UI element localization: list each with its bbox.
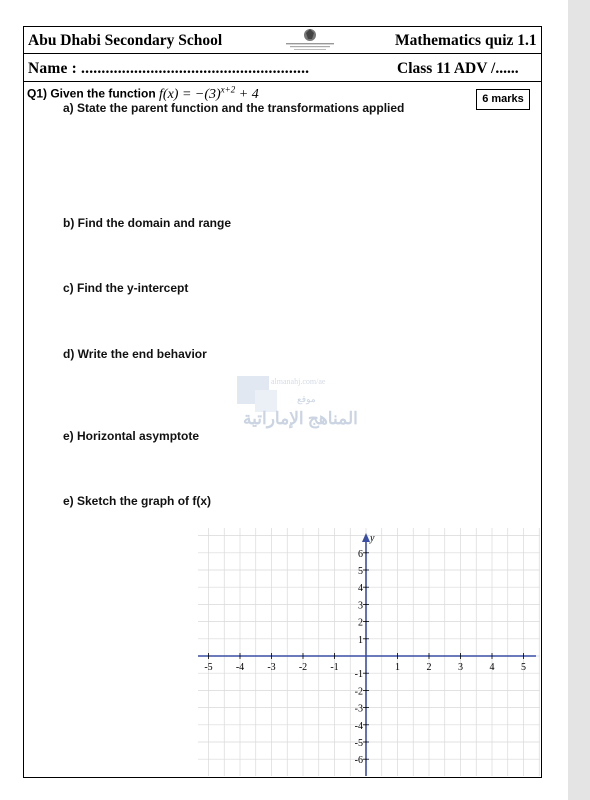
x-tick-label: -5: [204, 662, 213, 673]
function-exponent: x+2: [220, 84, 236, 94]
x-tick-label: 4: [489, 662, 495, 673]
y-tick-label: -6: [354, 755, 363, 767]
part-b-prompt: b) Find the domain and range: [63, 216, 231, 230]
y-tick-label: 3: [358, 600, 363, 612]
function-expression: [159, 84, 259, 102]
x-tick-label: -4: [235, 662, 245, 673]
part-e-sketch-prompt: e) Sketch the graph of f(x): [63, 494, 212, 508]
part-a-prompt: a) State the parent function and the transformations applied: [63, 101, 405, 115]
y-tick-label: 2: [358, 617, 363, 629]
y-tick-label: 1: [358, 634, 363, 646]
function-tail: + 4: [235, 86, 259, 102]
school-logo: [282, 28, 338, 54]
y-tick-label: -4: [354, 720, 363, 732]
watermark-url: almanahj.com/ae: [271, 377, 326, 386]
x-tick-label: -2: [298, 662, 308, 673]
viewer-side-strip: [568, 0, 590, 800]
x-tick-label: 3: [458, 662, 463, 673]
x-tick-label: 2: [426, 662, 432, 673]
watermark-name: المناهج الإماراتية: [243, 409, 358, 428]
y-tick-label: -2: [354, 686, 363, 698]
y-tick-label: -3: [354, 703, 363, 715]
question-1-stem: [27, 84, 259, 103]
y-tick-label: 4: [358, 583, 363, 595]
x-tick-label: 5: [521, 662, 526, 673]
x-tick-label: -3: [267, 662, 276, 673]
part-d-prompt: d) Write the end behavior: [63, 347, 207, 361]
y-tick-label: 5: [358, 566, 363, 577]
function-base: f(x) = −(3): [159, 86, 221, 102]
class-label: Class 11 ADV /......: [397, 60, 519, 77]
watermark: [237, 372, 367, 432]
y-tick-label: -5: [354, 738, 363, 749]
watermark-site: موقع: [297, 394, 316, 404]
part-e-asymptote-prompt: e) Horizontal asymptote: [63, 429, 200, 443]
y-tick-label: -1: [354, 669, 363, 681]
y-tick-label: 6: [358, 548, 363, 560]
part-c-prompt: c) Find the y-intercept: [63, 281, 189, 295]
x-tick-label: 1: [395, 662, 400, 673]
name-field-label: Name : ........................................................: [28, 60, 310, 77]
x-tick-label: -1: [330, 662, 339, 673]
school-name: Abu Dhabi Secondary School: [28, 32, 223, 49]
coordinate-plane: [198, 528, 540, 776]
quiz-title: Mathematics quiz 1.1: [395, 32, 537, 49]
sketch-grid: [198, 528, 540, 776]
question-number: Q1) Given the function: [27, 86, 160, 101]
y-axis-label: y: [370, 533, 375, 544]
marks-box: 6 marks: [476, 89, 530, 110]
y-axis-arrow: [362, 533, 370, 542]
